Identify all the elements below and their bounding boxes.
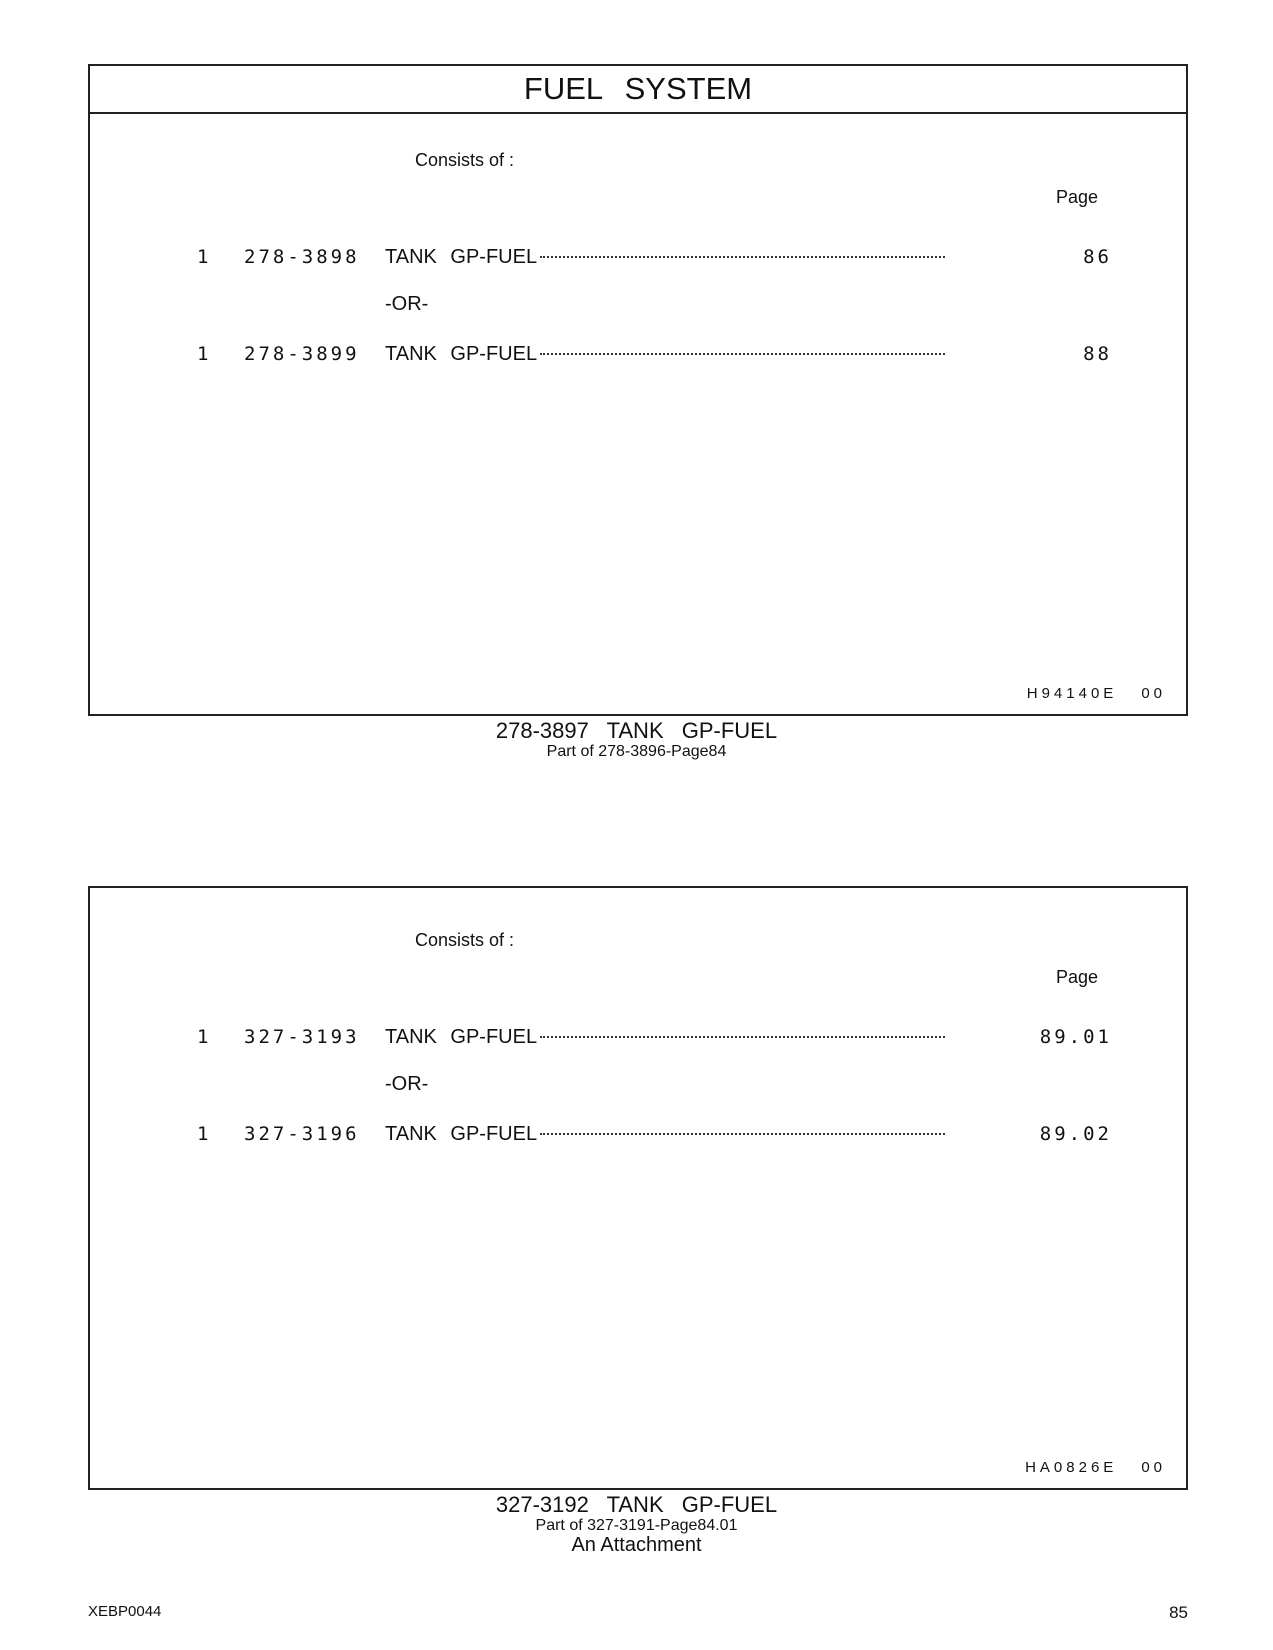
parts-row	[90, 246, 1186, 272]
parts-row	[90, 343, 1186, 369]
description-text: TANK GP-FUEL	[385, 246, 538, 268]
quantity: 1	[197, 1026, 209, 1048]
ref-revision: 00	[1141, 685, 1166, 702]
part-description	[385, 1026, 945, 1049]
page-reference: 89.01	[1039, 1026, 1112, 1048]
caption-title: 327-3192 TANK GP-FUEL	[495, 1492, 778, 1517]
part-number: 327-3196	[244, 1123, 360, 1145]
caption-subtitle: Part of 327-3191-Page84.01	[535, 1517, 738, 1534]
consists-of-label: Consists of :	[415, 930, 515, 950]
quantity: 1	[197, 246, 209, 268]
part-number: 327-3193	[244, 1026, 360, 1048]
page-reference: 89.02	[1039, 1123, 1112, 1145]
consists-of-label: Consists of :	[415, 150, 515, 170]
or-separator: -OR-	[385, 293, 429, 315]
page-column-header: Page	[1056, 187, 1099, 207]
part-number: 278-3899	[244, 343, 360, 365]
section-title: FUEL SYSTEM	[90, 66, 1186, 114]
description-text: TANK GP-FUEL	[385, 1123, 538, 1145]
part-description	[385, 246, 945, 269]
ref-code: H94140E	[1026, 685, 1118, 702]
caption-title: 278-3897 TANK GP-FUEL	[495, 718, 778, 743]
dot-leader	[540, 1036, 945, 1038]
document-code: XEBP0044	[88, 1603, 162, 1620]
quantity: 1	[197, 343, 209, 365]
group-caption	[0, 1493, 1273, 1556]
page-reference: 86	[1083, 246, 1112, 268]
quantity: 1	[197, 1123, 209, 1145]
ref-revision: 00	[1141, 1459, 1166, 1476]
parts-row	[90, 1123, 1186, 1149]
caption-note: An Attachment	[571, 1534, 702, 1556]
page-reference: 88	[1083, 343, 1112, 365]
fuel-system-parts-box	[88, 64, 1188, 716]
or-separator: -OR-	[385, 1073, 429, 1095]
tank-parts-box	[88, 886, 1188, 1490]
dot-leader	[540, 256, 945, 258]
part-description	[385, 343, 945, 366]
dot-leader	[540, 353, 945, 355]
description-text: TANK GP-FUEL	[385, 1026, 538, 1048]
part-description	[385, 1123, 945, 1146]
dot-leader	[540, 1133, 945, 1135]
part-number: 278-3898	[244, 246, 360, 268]
illustration-ref-code	[1027, 685, 1166, 702]
page-number: 85	[1169, 1603, 1188, 1622]
parts-row	[90, 1026, 1186, 1052]
description-text: TANK GP-FUEL	[385, 343, 538, 365]
ref-code: HA0826E	[1025, 1459, 1118, 1476]
page-column-header: Page	[1056, 967, 1099, 987]
group-caption	[0, 719, 1273, 760]
illustration-ref-code	[1025, 1459, 1166, 1476]
caption-subtitle: Part of 278-3896-Page84	[546, 743, 727, 760]
